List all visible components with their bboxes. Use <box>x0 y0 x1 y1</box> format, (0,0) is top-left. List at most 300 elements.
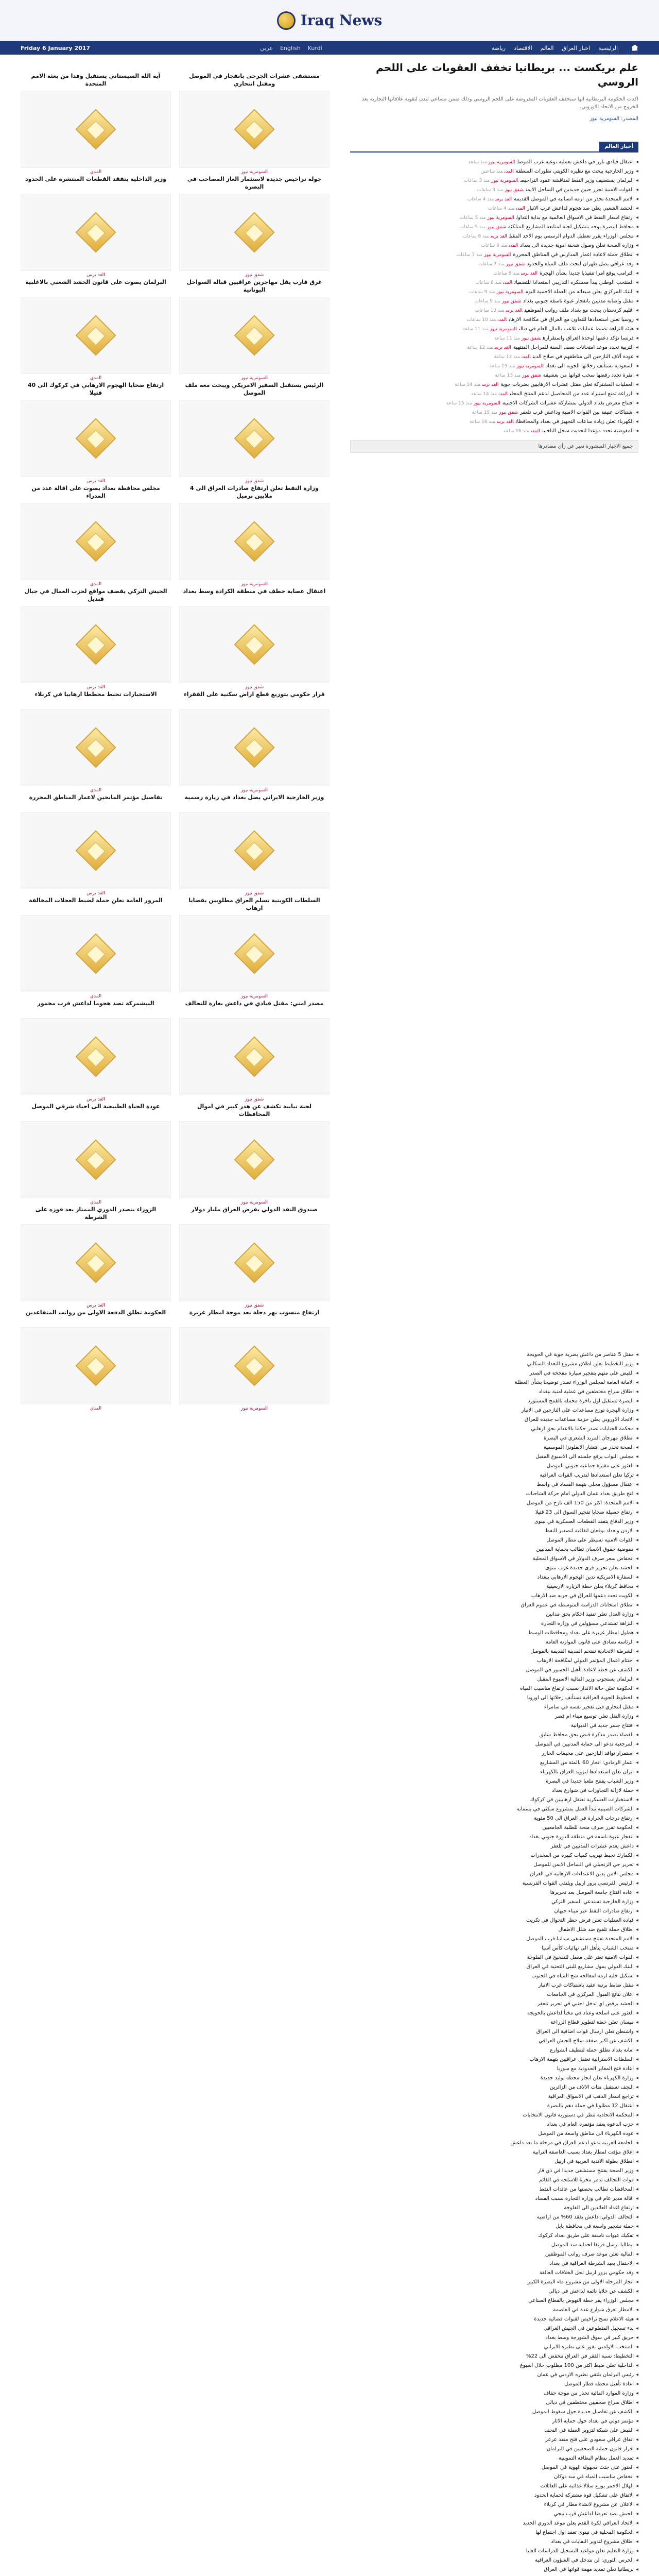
list-item[interactable] <box>21 1823 638 1832</box>
news-card-source[interactable]: المدى <box>90 582 102 587</box>
news-card-source[interactable]: شفق نيوز <box>245 685 264 690</box>
list-item[interactable] <box>21 2082 638 2092</box>
news-card-source[interactable]: المدى <box>90 994 102 999</box>
list-item-title[interactable]: اغلاق مؤقت لمطار بغداد بسبب العاصفة الترابية <box>532 2149 634 2155</box>
list-item[interactable] <box>21 2416 638 2426</box>
news-card-link[interactable]: آية الله السيستاني يستقبل وفدا من بعثة الامم المتحدة <box>31 73 161 87</box>
list-item-source[interactable]: الغد برس <box>497 419 514 425</box>
list-item-title[interactable]: افتتاح معرض بغداد الدولي بمشاركة عشرات الشركات الاجنبية <box>502 400 634 406</box>
list-item-title[interactable]: انخفاض مناسيب المياه في سد دوكان <box>554 2473 634 2480</box>
list-item-title[interactable]: قوات التحالف تدمر مخزنا للاسلحة في القائم <box>539 2177 634 2183</box>
list-item[interactable] <box>21 1517 638 1526</box>
news-card-link[interactable]: مصدر امني: مقتل قيادي في داعش بغارة للتحالف <box>185 1000 324 1007</box>
list-item-title[interactable]: الاستخبارات العسكرية تعتقل ارهابيين في كركوك <box>530 1797 634 1803</box>
news-card[interactable] <box>21 1205 171 1308</box>
list-item-title[interactable]: وزارة الخارجية تستدعي السفير التركي <box>551 1899 634 1905</box>
list-item-title[interactable]: الهلال الاحمر يوزع سلالا غذائية على العائلات <box>540 2483 634 2489</box>
news-card-source[interactable]: الغد برس <box>86 1097 105 1102</box>
list-item-source[interactable]: الغد برس <box>495 197 512 202</box>
news-card-link[interactable]: الرئيس يستقبل السفير الامريكي ويبحث معه ملف الموصل <box>185 382 324 396</box>
list-item[interactable] <box>21 2249 638 2259</box>
list-item[interactable] <box>21 1739 638 1749</box>
menu-iraq[interactable]: اخبار العراق <box>562 44 591 52</box>
list-item[interactable] <box>21 1832 638 1841</box>
list-item-title[interactable]: وزارة النقل تعلن توسيع ميناء ام قصر <box>554 1713 634 1719</box>
list-item[interactable] <box>350 427 638 436</box>
list-item[interactable] <box>350 167 638 176</box>
news-card[interactable] <box>21 380 171 483</box>
list-item-title[interactable]: الحكومة المحلية في نينوى تعقد اول اجتماع لها <box>535 2529 634 2535</box>
list-item-title[interactable]: الداخلية تعلن ضبط اكثر من 100 مطلوب خلال اسبوع <box>519 2362 634 2368</box>
news-card-source[interactable]: شفق نيوز <box>245 479 264 484</box>
list-item-title[interactable]: وزارة الهجرة توزع مساعدات على النازحين في الانبار <box>521 1407 634 1413</box>
list-item-title[interactable]: اعلان نتائج القبول المركزي في الجامعات <box>547 1991 634 1997</box>
list-item[interactable] <box>21 2426 638 2435</box>
list-item-source[interactable]: شفق نيوز <box>499 410 518 415</box>
list-item[interactable] <box>21 2537 638 2546</box>
list-item-title[interactable]: ارتفاع اسعار النفط في الاسواق العالمية مع بداية التداول <box>516 215 634 221</box>
news-card-source[interactable]: شفق نيوز <box>245 273 264 278</box>
list-item-title[interactable]: الامطار تغرق شوارع عدة في العاصمة <box>553 2307 634 2313</box>
list-item-title[interactable]: ارتفاع درجات الحرارة في العراق الى 50 مئوية <box>534 1815 634 1821</box>
list-item-title[interactable]: الامم المتحدة: اكثر من 150 الف نازح من الموصل <box>526 1500 634 1506</box>
news-card-thumbnail[interactable] <box>21 709 171 786</box>
list-item[interactable] <box>21 1786 638 1795</box>
list-item-title[interactable]: الصحة تحذر من انتشار الانفلونزا الموسمية <box>543 1444 634 1450</box>
list-item-title[interactable]: البرلمان يستجوب وزير المالية الاسبوع المقبل <box>537 1676 634 1682</box>
list-item-source[interactable]: السومرية نيوز <box>516 364 544 369</box>
news-card-source[interactable]: السومرية نيوز <box>240 170 268 175</box>
list-item-title[interactable]: انطلاق حملة لاعادة اعمار المدارس في المناطق المحررة <box>513 252 634 258</box>
list-item-source[interactable]: المدى <box>531 429 540 434</box>
list-item[interactable] <box>21 1582 638 1591</box>
news-card[interactable] <box>21 586 171 689</box>
news-card-thumbnail[interactable] <box>21 1224 171 1301</box>
news-card-link[interactable]: المرور العامة تعلن حملة لضبط العجلات المخالفة <box>29 897 163 904</box>
list-item-source[interactable]: شفق نيوز <box>522 373 541 378</box>
list-item-title[interactable]: ارتفاع حصيلة ضحايا تفجير السوق الى 23 قتيلا <box>535 1509 634 1515</box>
list-item[interactable] <box>21 1795 638 1804</box>
list-item[interactable] <box>21 2500 638 2509</box>
list-item[interactable] <box>21 1452 638 1461</box>
list-item[interactable] <box>21 1378 638 1387</box>
list-item-source[interactable]: الغد برس <box>490 234 508 239</box>
news-card-link[interactable]: تفاصيل مؤتمر المانحين لاعمار المناطق المحررة <box>29 794 163 801</box>
list-item-title[interactable]: الامم المتحدة تفتتح مستشفى ميدانيا قرب الموصل <box>526 1936 634 1942</box>
list-item-title[interactable]: اعتقال مسؤول محلي بتهمة الفساد في واسط <box>536 1481 634 1487</box>
list-item[interactable] <box>21 2101 638 2110</box>
list-item[interactable] <box>21 1415 638 1424</box>
list-item-title[interactable]: العثور على جثث مجهولة الهوية في الموصل <box>541 2464 634 2470</box>
list-item-title[interactable]: الكهرباء تعلن زيادة ساعات التجهيز في بغداد والمحافظات <box>515 419 634 425</box>
news-card[interactable] <box>21 277 171 380</box>
list-item[interactable] <box>21 1433 638 1443</box>
list-item-title[interactable]: محافظ كربلاء يعلن خطة الزيارة الاربعينية <box>546 1583 634 1589</box>
list-item[interactable] <box>21 2453 638 2463</box>
list-item[interactable] <box>350 408 638 417</box>
list-item-title[interactable]: روسيا تعلن استعدادها للتعاون مع العراق في مكافحة الارهاب <box>509 317 634 323</box>
list-item-title[interactable]: داعش يعدم عشرات المدنيين في تلعفر <box>550 1843 634 1849</box>
list-item-source[interactable]: المدى <box>509 243 518 248</box>
list-item[interactable] <box>21 1545 638 1554</box>
list-item-title[interactable]: عودة الكهرباء الى مناطق واسعة من الموصل <box>538 2130 634 2137</box>
list-item[interactable] <box>21 2324 638 2333</box>
list-item[interactable] <box>21 2296 638 2305</box>
list-item-title[interactable]: اقالة مدير عام في وزارة التجارة بسبب الفساد <box>535 2195 634 2201</box>
news-card-thumbnail[interactable] <box>179 1018 330 1095</box>
list-item[interactable] <box>21 1776 638 1786</box>
list-item-title[interactable]: فتح طريق بغداد عمان الدولي امام حركة الشاحنات <box>526 1490 634 1497</box>
list-item[interactable] <box>21 2268 638 2277</box>
list-item-title[interactable]: الزراعة تمنع استيراد عدد من المحاصيل لدعم المنتج المحلي <box>510 391 634 397</box>
list-item[interactable] <box>350 250 638 260</box>
list-item[interactable] <box>21 1804 638 1814</box>
news-card-source[interactable]: السومرية نيوز <box>240 1406 268 1411</box>
news-card[interactable] <box>179 277 330 380</box>
news-card-thumbnail[interactable] <box>179 1224 330 1301</box>
list-item[interactable] <box>21 2286 638 2296</box>
list-item[interactable] <box>350 334 638 343</box>
list-item-title[interactable]: اختتام اعمال المؤتمر الدولي لمكافحة الارهاب <box>536 1657 634 1664</box>
list-item[interactable] <box>350 352 638 362</box>
list-item[interactable] <box>21 1971 638 1980</box>
list-item-title[interactable]: اقليم كردستان يبحث مع بغداد ملف رواتب الموظفين <box>524 308 634 313</box>
list-item-title[interactable]: الجامعة العربية تدعو لدعم العراق في مرحلة ما بعد داعش <box>510 2140 634 2146</box>
list-item-source[interactable]: السومرية نيوز <box>490 327 517 332</box>
list-item[interactable] <box>21 2305 638 2314</box>
list-item[interactable] <box>21 1962 638 1971</box>
list-item[interactable] <box>21 1711 638 1721</box>
list-item[interactable] <box>350 389 638 399</box>
list-item[interactable] <box>350 158 638 167</box>
list-item-title[interactable]: اعادة افتتاح جامعة الموصل بعد تحريرها <box>550 1889 634 1895</box>
list-item-title[interactable]: النجف تستقبل مئات الالاف من الزائرين <box>549 2084 634 2090</box>
list-item-title[interactable]: حريق كبير في سوق الشورجة وسط بغداد <box>545 2334 634 2341</box>
list-item-source[interactable]: شفق نيوز <box>506 262 525 267</box>
list-item[interactable] <box>21 1934 638 1943</box>
list-item[interactable] <box>21 1674 638 1684</box>
list-item[interactable] <box>21 1563 638 1572</box>
news-card-thumbnail[interactable] <box>21 915 171 992</box>
list-item-title[interactable]: التحالف الدولي: داعش يفقد 60% من اراضيه <box>536 2214 634 2220</box>
list-item[interactable] <box>21 2110 638 2120</box>
news-card-link[interactable]: غرق قارب يقل مهاجرين عراقيين قبالة السواحل اليونانية <box>186 279 322 293</box>
news-card[interactable] <box>21 689 171 792</box>
list-item-title[interactable]: اعادة تأهيل محطة قطار الموصل <box>564 2381 634 2387</box>
list-item-title[interactable]: هطول امطار غزيرة على بغداد ومحافظات الوسط <box>528 1630 634 1636</box>
list-item-source[interactable]: الغد برس <box>521 271 538 276</box>
menu-sports[interactable]: رياضة <box>491 44 506 52</box>
article-source[interactable]: المصدر: السومرية نيوز <box>589 116 638 122</box>
list-item[interactable] <box>21 2546 638 2555</box>
news-card[interactable] <box>179 998 330 1101</box>
news-card-source[interactable]: شفق نيوز <box>245 891 264 896</box>
list-item[interactable] <box>21 1480 638 1489</box>
list-item[interactable] <box>21 2277 638 2286</box>
list-item-title[interactable]: الترامب يوقع امرا تنفيذيا جديدا بشأن الهجرة <box>540 270 634 276</box>
list-item-title[interactable]: الكشف عن اكبر صفقة سلاح للجيش العراقي <box>539 2038 634 2044</box>
list-item[interactable] <box>21 2351 638 2361</box>
news-card[interactable] <box>179 483 330 586</box>
news-card-thumbnail[interactable] <box>179 812 330 889</box>
list-item[interactable] <box>21 1656 638 1665</box>
list-item[interactable] <box>21 1943 638 1953</box>
list-item[interactable] <box>21 1424 638 1433</box>
list-item-title[interactable]: الكمارك تحبط تهريب كميات كبيرة من المخدرات <box>530 1852 634 1858</box>
list-item-title[interactable]: الشرطة الاتحادية تقتحم المدينة القديمة بالموصل <box>530 1648 634 1654</box>
news-card[interactable] <box>21 174 171 277</box>
list-item-title[interactable]: ارتفاع اعداد العائدين الى الفلوجة <box>564 2205 634 2211</box>
list-item-source[interactable]: السومرية نيوز <box>491 178 518 183</box>
list-item-title[interactable]: مقتل 5 عناصر من داعش بضربة جوية في الحويجة <box>527 1351 634 1358</box>
list-item[interactable] <box>350 185 638 195</box>
list-item[interactable] <box>21 2342 638 2351</box>
list-item-title[interactable]: اطلاق سراح مختطفين في عملية امنية ببغداد <box>539 1388 634 1395</box>
list-item[interactable] <box>350 269 638 278</box>
news-card-source[interactable]: السومرية نيوز <box>240 788 268 793</box>
list-item-title[interactable]: وفد عراقي يصل طهران لبحث ملف المياه والحدود <box>527 261 634 267</box>
list-item[interactable] <box>21 2036 638 2045</box>
news-card-source[interactable]: السومرية نيوز <box>240 582 268 587</box>
list-item[interactable] <box>21 2333 638 2342</box>
list-item[interactable] <box>350 380 638 389</box>
list-item[interactable] <box>21 1443 638 1452</box>
list-item-source[interactable]: الغد برس <box>494 345 511 350</box>
list-item[interactable] <box>350 325 638 334</box>
list-item[interactable] <box>21 1619 638 1628</box>
list-item[interactable] <box>21 2565 638 2574</box>
list-item[interactable] <box>350 278 638 287</box>
list-item-title[interactable]: مجلس الوزراء يقرر تعطيل الدوام الرسمي يوم الاحد المقبل <box>509 233 634 239</box>
list-item-title[interactable]: وزير الصحة يفتتح مستشفى جديدا في ذي قار <box>537 2167 634 2174</box>
news-card[interactable] <box>21 483 171 586</box>
news-card-source[interactable]: المدى <box>90 788 102 793</box>
list-item[interactable] <box>21 2379 638 2388</box>
list-item[interactable] <box>21 2166 638 2175</box>
news-card-thumbnail[interactable] <box>21 812 171 889</box>
list-item-title[interactable]: انقرة تجدد رفضها سحب قواتها من بعشيقة <box>543 372 634 378</box>
list-item-title[interactable]: الاعلان عن مشروع لانشاء مطار في كربلاء <box>544 2501 634 2507</box>
news-card-thumbnail[interactable] <box>21 503 171 580</box>
news-card-source[interactable]: شفق نيوز <box>245 1097 264 1102</box>
list-item-title[interactable]: الحكومة تعلن حالة الانذار بسبب ارتفاع مناسيب المياه <box>520 1685 634 1691</box>
news-card-link[interactable]: وزير الخارجية الايراني يصل بغداد في زيارة رسمية <box>184 794 324 801</box>
list-item-title[interactable]: الحشد يرفض اي تدخل اجنبي في تحرير تلعفر <box>537 2001 634 2007</box>
list-item-title[interactable]: قيادة العمليات تعلن فرض حظر التجوال في تكريت <box>526 1917 634 1923</box>
news-card-source[interactable]: المدى <box>90 1406 102 1411</box>
list-item[interactable] <box>21 1554 638 1563</box>
list-item-title[interactable]: ارتفاع صادرات النفط عبر ميناء جيهان <box>554 1908 634 1914</box>
list-item-title[interactable]: تراجع اسعار الذهب في الاسواق العراقية <box>548 2093 634 2099</box>
list-item[interactable] <box>350 343 638 352</box>
list-item-title[interactable]: وزارة الكهرباء تعلن انجاز محطة توليد جديدة <box>540 2075 634 2081</box>
list-item-title[interactable]: انخفاض سعر صرف الدولار في الاسواق المحلية <box>532 1555 634 1562</box>
list-item[interactable] <box>21 1999 638 2008</box>
list-item[interactable] <box>21 2398 638 2407</box>
list-item[interactable] <box>21 2555 638 2565</box>
list-item-title[interactable]: الخطوط الجوية العراقية تستأنف رحلاتها الى اوروبا <box>527 1694 634 1701</box>
list-item[interactable] <box>21 2528 638 2537</box>
news-card[interactable] <box>179 1101 330 1205</box>
list-item-source[interactable]: السومرية نيوز <box>488 160 515 165</box>
news-card[interactable] <box>179 792 330 895</box>
list-item-source[interactable]: السومرية نيوز <box>487 215 514 221</box>
news-card-link[interactable]: ارتفاع منسوب نهر دجلة بعد موجة امطار غزيرة <box>189 1309 320 1316</box>
news-card-link[interactable]: البرلمان يصوت على قانون الحشد الشعبي بالاغلبية <box>25 279 166 285</box>
news-card-thumbnail[interactable] <box>179 1121 330 1198</box>
list-item[interactable] <box>21 1526 638 1535</box>
list-item-title[interactable]: البنك المركزي يعلن مبيعاته من العملة الاجنبية اليوم <box>525 289 634 295</box>
news-card[interactable] <box>21 792 171 895</box>
list-item-title[interactable]: وفد حكومي يزور اربيل لحل الخلافات العالقة <box>539 2269 634 2276</box>
news-card-link[interactable]: الجيش التركي يقصف مواقع لحزب العمال في جبال قنديل <box>24 588 167 602</box>
list-item-title[interactable]: العثور على مقبرة جماعية جنوبي الموصل <box>546 1463 634 1469</box>
list-item-title[interactable]: اطلاق حملة تلقيح ضد شلل الاطفال <box>558 1926 634 1933</box>
list-item[interactable] <box>21 1591 638 1600</box>
news-card-link[interactable]: اعتقال عصابة خطف في منطقة الكرادة وسط بغداد <box>183 588 326 595</box>
menu-home[interactable]: الرئيسية <box>598 44 618 52</box>
list-item[interactable] <box>21 2370 638 2379</box>
list-item-title[interactable]: المرجعية تدعو الى حماية المدنيين في الموصل <box>535 1741 634 1747</box>
news-card-link[interactable]: لجنة نيابية تكشف عن هدر كبير في اموال المحافظات <box>197 1103 311 1117</box>
news-card-thumbnail[interactable] <box>21 297 171 374</box>
news-card-source[interactable]: السومرية نيوز <box>240 376 268 381</box>
news-card-link[interactable]: عودة الحياة الطبيعية الى احياء شرقي الموصل <box>31 1103 160 1110</box>
list-item-title[interactable]: وزارة الصحة تعلن وصول شحنة ادوية جديدة الى بغداد <box>520 243 634 248</box>
list-item-title[interactable]: السفارة الامريكية تدين الهجوم الارهابي ببغداد <box>537 1574 634 1580</box>
list-item-title[interactable]: المفوضية تحدد موعدا لتحديث سجل الناخبين <box>542 428 634 434</box>
list-item[interactable] <box>21 1814 638 1823</box>
list-item[interactable] <box>21 2129 638 2138</box>
news-card-source[interactable]: المدى <box>90 1200 102 1205</box>
list-item-title[interactable]: اقرار قانون حماية الصحفيين في البرلمان <box>546 2446 634 2452</box>
news-card-thumbnail[interactable] <box>21 1121 171 1198</box>
news-card-link[interactable]: الزوراء يتصدر الدوري الممتاز بعد فوزه على الشرطة <box>35 1206 157 1221</box>
list-item-title[interactable]: هيئة الاعلام تمنح تراخيص لقنوات فضائية جديدة <box>534 2316 634 2322</box>
list-item-title[interactable]: حملة تشجير واسعة في محافظة بابل <box>556 2223 634 2229</box>
list-item-title[interactable]: البصرة تستقبل اول باخرة محملة بالقمح المستورد <box>528 1398 634 1404</box>
list-item[interactable] <box>350 204 638 213</box>
news-card[interactable] <box>179 689 330 792</box>
list-item-title[interactable]: اعمار الرمادي: انجاز 60 بالمئة من المشاريع <box>540 1759 634 1766</box>
list-item-title[interactable]: اعادة فتح المعابر الحدودية مع سوريا <box>557 2065 634 2072</box>
list-item[interactable] <box>350 306 638 315</box>
news-card-thumbnail[interactable] <box>21 1018 171 1095</box>
list-item[interactable] <box>21 1461 638 1470</box>
list-item-title[interactable]: فرنسا تؤكد دعمها لوحدة العراق واستقراره <box>543 335 634 341</box>
list-item[interactable] <box>21 1507 638 1517</box>
list-item-title[interactable]: محكمة الجنايات تصدر حكما بالاعدام بحق ارهابي <box>531 1426 634 1432</box>
list-item-title[interactable]: تحرير حي الزنجيلي في الساحل الايمن للموصل <box>533 1861 634 1868</box>
list-item[interactable] <box>21 1665 638 1674</box>
menu-economy[interactable]: الاقتصاد <box>513 44 532 52</box>
list-item-title[interactable]: انجاز المرحلة الاولى من مشروع ماء البصرة الكبير <box>527 2279 634 2285</box>
news-card-thumbnail[interactable] <box>21 606 171 683</box>
list-item-title[interactable]: واشنطن تعلن ارسال قوات اضافية الى العراق <box>536 2028 634 2035</box>
list-item-title[interactable]: منتخب الشباب يتأهل الى نهائيات كأس آسيا <box>542 1945 634 1951</box>
list-item-title[interactable]: وزير الدفاع يتفقد القطعات العسكرية في نينوى <box>534 1518 634 1524</box>
list-item[interactable] <box>21 2092 638 2101</box>
list-item[interactable] <box>350 260 638 269</box>
list-item-title[interactable]: ايطاليا ترسل فريقا لحماية سد الموصل <box>551 2242 634 2248</box>
news-card-source[interactable]: المدى <box>90 170 102 175</box>
list-item-title[interactable]: مقتل انتحاري قبل تفجير نفسه في سامراء <box>544 1704 634 1710</box>
list-item[interactable] <box>21 2361 638 2370</box>
list-item[interactable] <box>21 1405 638 1415</box>
list-item-title[interactable]: المنتخب الوطني يبدأ معسكره التدريبي استعدادا للتصفيات <box>514 280 634 285</box>
list-item-title[interactable]: الكشف عن خلايا نائمة لداعش في ديالى <box>548 2288 634 2294</box>
list-item[interactable] <box>21 2472 638 2481</box>
news-card-link[interactable]: جولة تراخيص جديدة لاستثمار الغاز المصاحب في البصرة <box>187 176 322 190</box>
list-item-source[interactable]: شفق نيوز <box>502 299 521 304</box>
news-card-source[interactable]: الغد برس <box>86 479 105 484</box>
list-item-title[interactable]: الاتحاد الاوروبي يعلن حزمة مساعدات جديدة للعراق <box>524 1416 634 1422</box>
list-item-title[interactable]: العثور على اسلحة وعتاد في مخبأ لداعش بالحويجة <box>527 2010 634 2016</box>
list-item[interactable] <box>350 241 638 250</box>
news-card-source[interactable]: الغد برس <box>86 1303 105 1308</box>
list-item-source[interactable]: المدى <box>497 317 507 323</box>
list-item[interactable] <box>350 232 638 241</box>
news-card-link[interactable]: الاستخبارات تحبط مخططا ارهابيا في كربلاء <box>34 691 157 698</box>
news-card[interactable] <box>21 998 171 1101</box>
list-item-source[interactable]: شفق نيوز <box>505 188 524 193</box>
list-item-title[interactable]: انطلاق بطولة الاندية العربية في اربيل <box>554 2158 634 2164</box>
list-item-title[interactable]: المحافظات تطالب بحصتها من عائدات النفط <box>539 2186 634 2192</box>
news-card[interactable] <box>179 380 330 483</box>
list-item-title[interactable]: المحكمة الاتحادية تنظر في دستورية قانون الانتخابات <box>523 2112 634 2118</box>
news-card-source[interactable]: السومرية نيوز <box>240 1200 268 1205</box>
list-item[interactable] <box>350 176 638 185</box>
list-item-title[interactable]: حملة لازالة التجاوزات في شوارع بغداد <box>552 1787 634 1793</box>
list-item-title[interactable]: الشركات الصينية تبدأ العمل بمشروع سكني في بسماية <box>516 1806 634 1812</box>
list-item-title[interactable]: الكشف عن خطة لاعادة تأهيل الجسور في الموصل <box>526 1667 634 1673</box>
news-card[interactable] <box>179 895 330 998</box>
list-item-title[interactable]: القوات الامنية تعثر على معمل للتفخيخ في الفلوجة <box>527 1954 634 1960</box>
list-item[interactable] <box>21 1906 638 1916</box>
list-item[interactable] <box>21 2194 638 2203</box>
list-item-title[interactable]: بريطانيا تعلن تمديد مهمة قواتها في العراق <box>544 2566 634 2572</box>
list-item-source[interactable]: السومرية نيوز <box>473 401 500 406</box>
news-card-thumbnail[interactable] <box>179 606 330 683</box>
news-card-thumbnail[interactable] <box>179 194 330 271</box>
list-item[interactable] <box>21 1647 638 1656</box>
news-card-source[interactable]: الغد برس <box>86 891 105 896</box>
list-item-title[interactable]: هيئة النزاهة تضبط عمليات تلاعب بالمال العام في ديالى <box>518 326 634 332</box>
list-item[interactable] <box>350 213 638 223</box>
news-card-thumbnail[interactable] <box>179 915 330 992</box>
news-card[interactable] <box>21 1101 171 1205</box>
list-item-title[interactable]: ميسان تعلن خطة لتطوير قطاع الزراعة <box>550 2019 634 2025</box>
news-card[interactable] <box>179 71 330 174</box>
list-item-title[interactable]: الحشد يعلن تحرير قرى جديدة غرب نينوى <box>545 1565 634 1571</box>
list-item-title[interactable]: النزاهة تستدعي مسؤولين في وزارة التجارة <box>541 1620 634 1626</box>
news-card-link[interactable]: الحكومة تطلق الدفعة الاولى من رواتب المتقاعدين <box>25 1309 166 1316</box>
list-item-title[interactable]: القوات الامنية تسيطر على مطار الموصل <box>546 1537 634 1543</box>
list-item[interactable] <box>21 1535 638 1545</box>
list-item[interactable] <box>21 2388 638 2398</box>
list-item[interactable] <box>21 2055 638 2064</box>
news-card-link[interactable]: صندوق النقد الدولي يقرض العراق مليار دولار <box>191 1206 318 1213</box>
list-item-source[interactable]: المدى <box>516 206 525 211</box>
news-card-source[interactable]: الغد برس <box>86 273 105 278</box>
list-item[interactable] <box>350 223 638 232</box>
list-item[interactable] <box>21 1693 638 1702</box>
list-item[interactable] <box>21 1758 638 1767</box>
list-item[interactable] <box>350 297 638 306</box>
list-item[interactable] <box>21 2518 638 2528</box>
list-item[interactable] <box>350 371 638 380</box>
news-card[interactable] <box>179 1205 330 1308</box>
